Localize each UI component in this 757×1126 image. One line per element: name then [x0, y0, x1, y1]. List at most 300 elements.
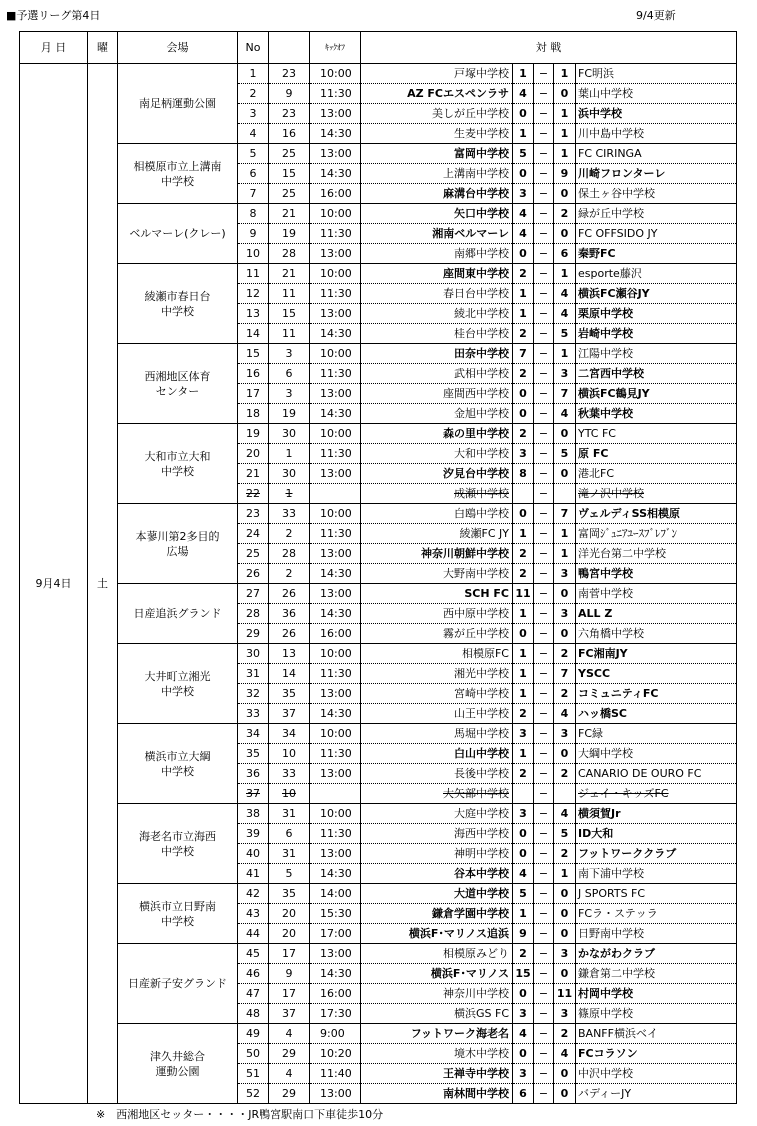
match-number: 10: [238, 244, 269, 264]
kickoff-time: [310, 784, 361, 804]
home-team: 神明中学校: [361, 844, 513, 864]
home-score: 2: [513, 564, 534, 584]
home-score: 0: [513, 1044, 534, 1064]
kickoff-time: 10:00: [310, 424, 361, 444]
field-number: 6: [269, 364, 310, 384]
away-team: ALL Z: [576, 604, 737, 624]
home-score: 4: [513, 1024, 534, 1044]
col-date: 月 日: [20, 32, 88, 64]
match-number: 20: [238, 444, 269, 464]
away-team: esporte藤沢: [576, 264, 737, 284]
score-separator: −: [534, 804, 554, 824]
venue-line: 相模原市立上溝南: [133, 159, 222, 173]
home-score: 2: [513, 264, 534, 284]
venue-line: 運動公園: [155, 1064, 200, 1078]
home-team: SCH FC: [361, 584, 513, 604]
away-team: フットワーククラブ: [576, 844, 737, 864]
field-number: 21: [269, 204, 310, 224]
away-score: 0: [554, 84, 576, 104]
away-score: 3: [554, 604, 576, 624]
score-separator: −: [534, 464, 554, 484]
home-team: 武相中学校: [361, 364, 513, 384]
home-team: 長後中学校: [361, 764, 513, 784]
home-score: 15: [513, 964, 534, 984]
kickoff-time: 15:30: [310, 904, 361, 924]
away-team: 保土ヶ谷中学校: [576, 184, 737, 204]
match-row: [20, 504, 737, 524]
match-number: 37: [238, 784, 269, 804]
home-team: 桂台中学校: [361, 324, 513, 344]
match-row: [20, 644, 737, 664]
home-team: 大矢部中学校: [361, 784, 513, 804]
home-score: 0: [513, 844, 534, 864]
home-score: 3: [513, 1004, 534, 1024]
match-row: [20, 64, 737, 84]
match-row: [20, 264, 737, 284]
home-score: 3: [513, 1064, 534, 1084]
score-separator: −: [534, 964, 554, 984]
score-separator: −: [534, 504, 554, 524]
away-team: ID大和: [576, 824, 737, 844]
away-score: 1: [554, 124, 576, 144]
kickoff-time: 14:30: [310, 964, 361, 984]
kickoff-time: 13:00: [310, 464, 361, 484]
match-number: 42: [238, 884, 269, 904]
home-team: 王禅寺中学校: [361, 1064, 513, 1084]
col-kickoff: ｷｯｸｵﾌ: [310, 32, 361, 64]
away-score: 2: [554, 844, 576, 864]
home-team: 南林間中学校: [361, 1084, 513, 1104]
away-score: [554, 484, 576, 504]
match-row: [20, 1024, 737, 1044]
home-team: 湘光中学校: [361, 664, 513, 684]
score-separator: −: [534, 344, 554, 364]
away-team: CANARIO DE OURO FC: [576, 764, 737, 784]
venue-line: 広場: [166, 544, 189, 558]
venue-name: [118, 264, 238, 344]
away-score: 9: [554, 164, 576, 184]
venue-name: [118, 204, 238, 264]
match-number: 29: [238, 624, 269, 644]
match-row: [20, 884, 737, 904]
kickoff-time: 10:00: [310, 644, 361, 664]
away-team: コミュニティFC: [576, 684, 737, 704]
kickoff-time: 13:00: [310, 304, 361, 324]
match-number: 9: [238, 224, 269, 244]
venue-name: [118, 64, 238, 144]
kickoff-time: 10:00: [310, 344, 361, 364]
match-number: 40: [238, 844, 269, 864]
home-score: 2: [513, 764, 534, 784]
venue-line: 大井町立湘光: [144, 669, 211, 683]
field-number: 29: [269, 1044, 310, 1064]
kickoff-time: 11:30: [310, 744, 361, 764]
header-row: [20, 32, 737, 64]
match-row: [20, 804, 737, 824]
home-team: 湘南ベルマーレ: [361, 224, 513, 244]
away-team: 横浜FC鶴見JY: [576, 384, 737, 404]
match-number: 48: [238, 1004, 269, 1024]
score-separator: −: [534, 304, 554, 324]
match-number: 24: [238, 524, 269, 544]
away-team: ジェイ・キッズFC: [576, 784, 737, 804]
home-team: 鎌倉学園中学校: [361, 904, 513, 924]
away-score: 1: [554, 264, 576, 284]
away-score: 0: [554, 424, 576, 444]
field-number: 5: [269, 864, 310, 884]
away-team: FC明浜: [576, 64, 737, 84]
field-number: 10: [269, 784, 310, 804]
away-score: 1: [554, 104, 576, 124]
home-team: 座間西中学校: [361, 384, 513, 404]
away-team: ハッ橋SC: [576, 704, 737, 724]
kickoff-time: 14:30: [310, 324, 361, 344]
field-number: 11: [269, 284, 310, 304]
kickoff-time: 13:00: [310, 104, 361, 124]
home-team: 相模原みどり: [361, 944, 513, 964]
venue-name: [118, 1024, 238, 1104]
kickoff-time: 10:00: [310, 264, 361, 284]
home-team: 谷本中学校: [361, 864, 513, 884]
home-score: 0: [513, 624, 534, 644]
venue-line: 横浜市立日野南: [139, 899, 216, 913]
match-number: 27: [238, 584, 269, 604]
match-number: 46: [238, 964, 269, 984]
score-separator: −: [534, 244, 554, 264]
score-separator: −: [534, 904, 554, 924]
venue-name: [118, 724, 238, 804]
home-score: 5: [513, 144, 534, 164]
score-separator: −: [534, 284, 554, 304]
field-number: 17: [269, 984, 310, 1004]
kickoff-time: 14:30: [310, 564, 361, 584]
away-team: かながわクラブ: [576, 944, 737, 964]
kickoff-time: 10:00: [310, 724, 361, 744]
venue-line: 大和市立大和: [144, 449, 211, 463]
away-score: 6: [554, 244, 576, 264]
match-number: 2: [238, 84, 269, 104]
home-team: 馬堀中学校: [361, 724, 513, 744]
away-team: ヴェルディSS相模原: [576, 504, 737, 524]
score-separator: −: [534, 324, 554, 344]
col-field: [269, 32, 310, 64]
away-team: 横浜FC瀬谷JY: [576, 284, 737, 304]
kickoff-time: 11:30: [310, 284, 361, 304]
match-number: 23: [238, 504, 269, 524]
score-separator: −: [534, 984, 554, 1004]
away-team: バディーJY: [576, 1084, 737, 1104]
field-number: 4: [269, 1024, 310, 1044]
home-team: 境木中学校: [361, 1044, 513, 1064]
venue-name: [118, 144, 238, 204]
field-number: 4: [269, 1064, 310, 1084]
match-row: [20, 944, 737, 964]
away-score: 1: [554, 524, 576, 544]
home-score: 4: [513, 204, 534, 224]
away-score: 4: [554, 304, 576, 324]
venue-name: [118, 584, 238, 644]
venue-name: [118, 644, 238, 724]
away-score: 4: [554, 1044, 576, 1064]
home-score: 2: [513, 424, 534, 444]
field-number: 6: [269, 824, 310, 844]
kickoff-time: 14:30: [310, 124, 361, 144]
away-team: 港北FC: [576, 464, 737, 484]
match-number: 4: [238, 124, 269, 144]
home-team: 麻溝台中学校: [361, 184, 513, 204]
kickoff-time: 11:30: [310, 84, 361, 104]
score-separator: −: [534, 184, 554, 204]
match-number: 13: [238, 304, 269, 324]
field-number: 36: [269, 604, 310, 624]
match-number: 33: [238, 704, 269, 724]
match-number: 39: [238, 824, 269, 844]
home-score: 0: [513, 984, 534, 1004]
kickoff-time: 11:40: [310, 1064, 361, 1084]
kickoff-time: 13:00: [310, 384, 361, 404]
away-score: 1: [554, 344, 576, 364]
away-score: 5: [554, 824, 576, 844]
score-separator: −: [534, 664, 554, 684]
away-score: 2: [554, 1024, 576, 1044]
away-team: 鎌倉第二中学校: [576, 964, 737, 984]
match-number: 6: [238, 164, 269, 184]
away-team: 南菅中学校: [576, 584, 737, 604]
home-score: 2: [513, 364, 534, 384]
away-score: 3: [554, 944, 576, 964]
kickoff-time: 17:00: [310, 924, 361, 944]
venue-line: 綾瀬市春日台: [144, 289, 211, 303]
field-number: 2: [269, 524, 310, 544]
away-score: 7: [554, 664, 576, 684]
score-separator: −: [534, 1044, 554, 1064]
match-number: 16: [238, 364, 269, 384]
match-number: 11: [238, 264, 269, 284]
match-row: [20, 204, 737, 224]
venue-line: 西湘地区体育: [144, 369, 211, 383]
away-score: 0: [554, 904, 576, 924]
kickoff-time: 13:00: [310, 144, 361, 164]
away-score: 2: [554, 684, 576, 704]
field-number: 15: [269, 164, 310, 184]
match-number: 44: [238, 924, 269, 944]
home-team: フットワーク海老名: [361, 1024, 513, 1044]
venue-line: 日産新子安グランド: [128, 977, 227, 990]
field-number: 9: [269, 84, 310, 104]
away-team: 栗原中学校: [576, 304, 737, 324]
away-score: 1: [554, 144, 576, 164]
match-number: 30: [238, 644, 269, 664]
kickoff-time: 10:00: [310, 804, 361, 824]
update-date: 9/4更新: [636, 9, 676, 22]
match-number: 41: [238, 864, 269, 884]
home-score: 3: [513, 724, 534, 744]
away-team: 大綱中学校: [576, 744, 737, 764]
match-number: 18: [238, 404, 269, 424]
home-score: [513, 784, 534, 804]
home-team: 綾北中学校: [361, 304, 513, 324]
home-score: 0: [513, 504, 534, 524]
home-score: 6: [513, 1084, 534, 1104]
footnote: ※ 西湘地区セッター・・・・JR鴨宮駅南口下車徒歩10分: [96, 1108, 384, 1121]
score-separator: −: [534, 844, 554, 864]
kickoff-time: 10:00: [310, 504, 361, 524]
away-team: 鴨宮中学校: [576, 564, 737, 584]
home-score: 3: [513, 804, 534, 824]
home-team: 白山中学校: [361, 744, 513, 764]
match-number: 14: [238, 324, 269, 344]
match-number: 28: [238, 604, 269, 624]
score-separator: −: [534, 144, 554, 164]
away-team: 洋光台第二中学校: [576, 544, 737, 564]
field-number: 1: [269, 484, 310, 504]
score-separator: −: [534, 824, 554, 844]
field-number: 31: [269, 804, 310, 824]
score-separator: −: [534, 204, 554, 224]
home-team: AZ FCエスペンラサ: [361, 84, 513, 104]
score-separator: −: [534, 784, 554, 804]
away-score: 5: [554, 444, 576, 464]
field-number: 28: [269, 244, 310, 264]
away-team: 江陽中学校: [576, 344, 737, 364]
venue-line: 津久井総合: [150, 1049, 205, 1063]
away-score: 4: [554, 284, 576, 304]
match-number: 1: [238, 64, 269, 84]
home-score: 7: [513, 344, 534, 364]
home-team: 大道中学校: [361, 884, 513, 904]
away-team: BANFF横浜ベイ: [576, 1024, 737, 1044]
kickoff-time: 16:00: [310, 184, 361, 204]
field-number: 10: [269, 744, 310, 764]
away-team: 岩崎中学校: [576, 324, 737, 344]
away-score: 0: [554, 1064, 576, 1084]
field-number: 26: [269, 584, 310, 604]
away-score: 3: [554, 564, 576, 584]
home-team: 金旭中学校: [361, 404, 513, 424]
away-score: 7: [554, 384, 576, 404]
score-separator: −: [534, 564, 554, 584]
home-score: 1: [513, 644, 534, 664]
away-team: 富岡ｼﾞｭﾆｱﾕｰｽﾌﾞﾚﾌﾞﾝ: [576, 524, 737, 544]
home-score: 1: [513, 524, 534, 544]
kickoff-time: 13:00: [310, 944, 361, 964]
venue-name: [118, 504, 238, 584]
away-team: 二宮西中学校: [576, 364, 737, 384]
kickoff-time: 13:00: [310, 1084, 361, 1104]
away-team: FC湘南JY: [576, 644, 737, 664]
match-row: [20, 724, 737, 744]
home-score: 2: [513, 324, 534, 344]
field-number: 1: [269, 444, 310, 464]
away-team: 川崎フロンターレ: [576, 164, 737, 184]
away-team: 原 FC: [576, 444, 737, 464]
kickoff-time: 14:30: [310, 704, 361, 724]
home-score: 0: [513, 164, 534, 184]
venue-line: ベルマーレ(クレー): [129, 227, 226, 240]
field-number: 19: [269, 404, 310, 424]
away-score: 0: [554, 184, 576, 204]
home-team: 生麦中学校: [361, 124, 513, 144]
away-score: 0: [554, 744, 576, 764]
away-team: FCコラソン: [576, 1044, 737, 1064]
field-number: 3: [269, 344, 310, 364]
away-score: 1: [554, 64, 576, 84]
home-score: 1: [513, 124, 534, 144]
field-number: 34: [269, 724, 310, 744]
home-score: 4: [513, 864, 534, 884]
match-number: 25: [238, 544, 269, 564]
match-number: 43: [238, 904, 269, 924]
score-separator: −: [534, 744, 554, 764]
field-number: 9: [269, 964, 310, 984]
kickoff-time: 11:30: [310, 524, 361, 544]
home-score: 1: [513, 744, 534, 764]
match-weekday: 土: [88, 64, 118, 1104]
match-number: 47: [238, 984, 269, 1004]
venue-line: 中学校: [161, 914, 194, 928]
home-team: 上溝南中学校: [361, 164, 513, 184]
score-separator: −: [534, 724, 554, 744]
kickoff-time: 14:30: [310, 604, 361, 624]
score-separator: −: [534, 224, 554, 244]
match-number: 51: [238, 1064, 269, 1084]
field-number: 25: [269, 144, 310, 164]
page-title: ■予選リーグ第4日: [6, 9, 101, 22]
match-row: [20, 424, 737, 444]
match-number: 17: [238, 384, 269, 404]
away-team: 滝ノ沢中学校: [576, 484, 737, 504]
home-score: 2: [513, 944, 534, 964]
away-team: YSCC: [576, 664, 737, 684]
field-number: 37: [269, 1004, 310, 1024]
venue-line: 海老名市立海西: [139, 829, 216, 843]
home-score: 1: [513, 64, 534, 84]
venue-line: 横浜市立大綱: [144, 749, 211, 763]
venue-line: 中学校: [161, 764, 194, 778]
col-no: No: [238, 32, 269, 64]
home-score: 0: [513, 824, 534, 844]
venue-line: センター: [155, 384, 200, 398]
home-score: 2: [513, 544, 534, 564]
home-score: [513, 484, 534, 504]
home-team: 戸塚中学校: [361, 64, 513, 84]
match-number: 26: [238, 564, 269, 584]
score-separator: −: [534, 704, 554, 724]
home-score: 0: [513, 244, 534, 264]
score-separator: −: [534, 944, 554, 964]
home-score: 2: [513, 704, 534, 724]
field-number: 31: [269, 844, 310, 864]
home-score: 0: [513, 384, 534, 404]
score-separator: −: [534, 764, 554, 784]
away-score: 1: [554, 544, 576, 564]
venue-name: [118, 884, 238, 944]
away-team: FCラ・ステッラ: [576, 904, 737, 924]
away-team: 秋葉中学校: [576, 404, 737, 424]
home-team: 宮崎中学校: [361, 684, 513, 704]
kickoff-time: 11:30: [310, 224, 361, 244]
away-score: 1: [554, 864, 576, 884]
kickoff-time: 9:00: [310, 1024, 361, 1044]
venue-name: [118, 424, 238, 504]
match-number: 32: [238, 684, 269, 704]
match-number: 31: [238, 664, 269, 684]
score-separator: −: [534, 924, 554, 944]
away-score: 0: [554, 624, 576, 644]
home-team: 霧が丘中学校: [361, 624, 513, 644]
home-score: 0: [513, 104, 534, 124]
kickoff-time: 17:30: [310, 1004, 361, 1024]
